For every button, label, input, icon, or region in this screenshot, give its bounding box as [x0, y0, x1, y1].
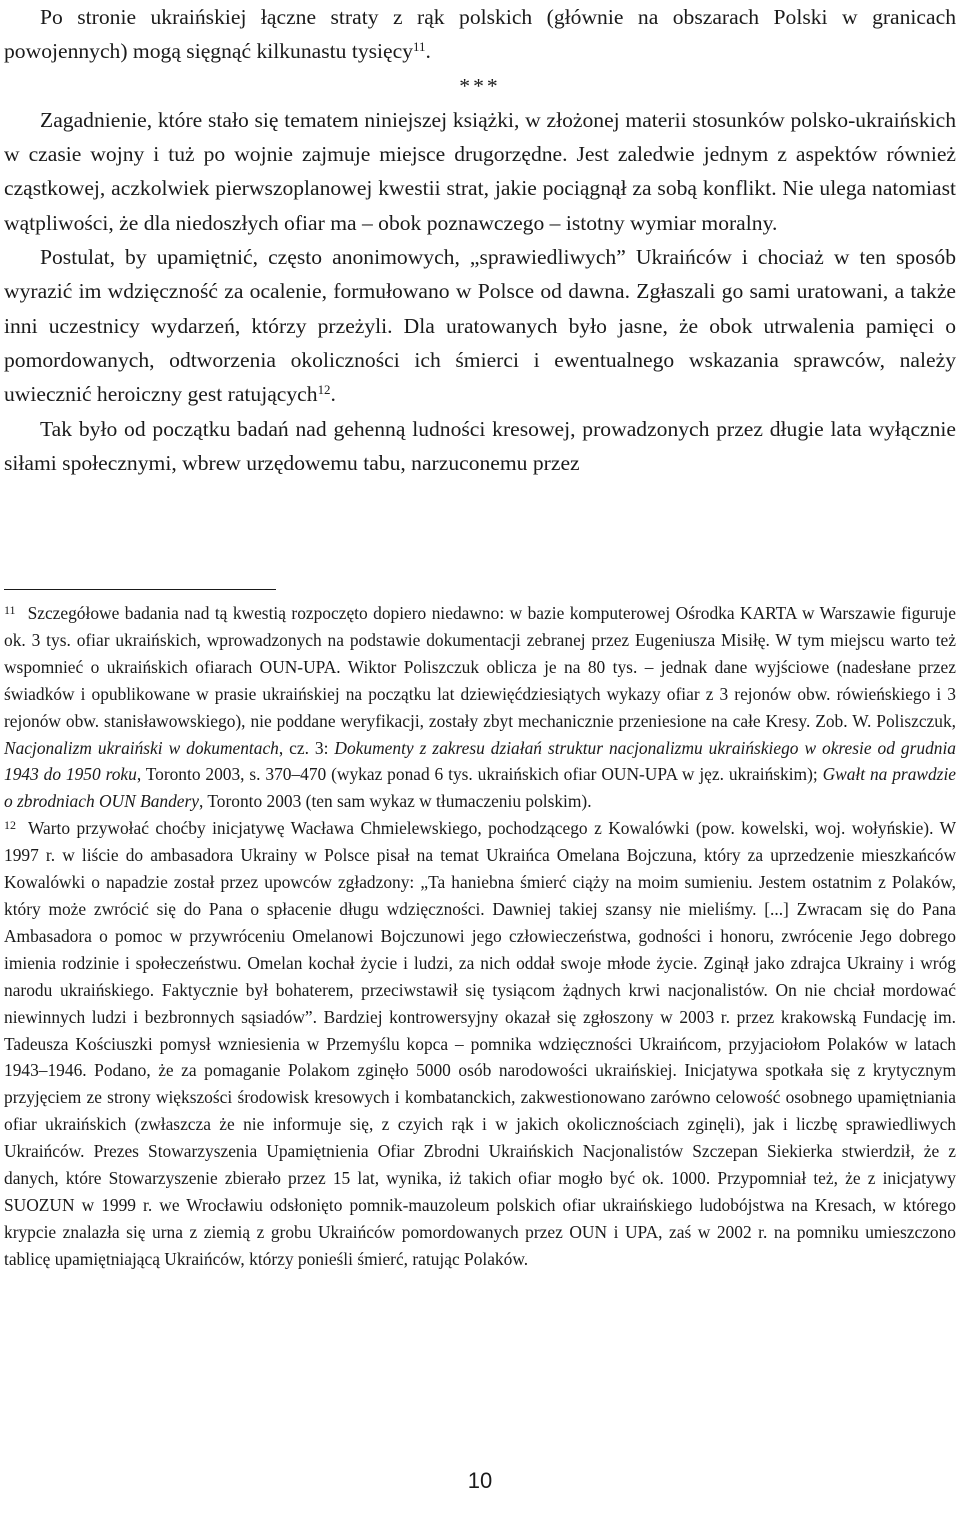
- footnote-segment: , Toronto 2003 (ten sam wykaz w tłumaczeniu polskim).: [198, 791, 592, 812]
- footnote-segment: Warto przywołać choćby inicjatywę Wacława Chmielewskiego, pochodzącego z Kowalówki (pow. kowelski, woj. wołyńskie). W 1997 r. w liście do ambasadora Ukrainy w Polsce pisał na temat Ukraińca Omelana Bojczuna, który za uprzedzenie mieszkańców Kowalówki o napadzie został przez upowców zgładzony: „Ta haniebna śmierć ciąży na moim sumieniu. Jestem ostatnim z Polaków, który może zwrócić się do Pana o spłacenie długu wdzięczności. Dawniej takiej szansy nie mieliśmy. [...] Zwracam się do Pana Ambasadora o pomoc w przywróceniu Omelanowi Bojczunowi jego człowieczeństwa, godności i honoru, zwrócenie Jego dobrego imienia rodzinie i społeczeństwu. Omelan kochał życie i ludzi, za nich oddał swoje młode życie. Zginął jako zdrajca Ukrainy i wróg narodu ukraińskiego. Faktycznie był bohaterem, przeciwstawił się tysiącom żądnych krwi nacjonalistów. On nie chciał mordować niewinnych ludzi i bezbronnych sąsiadów”. Bardziej kontrowersyjny okazał się zgłoszony w 2003 r. przez krakowską Fundację im. Tadeusza Kościuszki pomysł wzniesienia w Przemyślu kopca – pomnika wdzięczności Ukraińcom, przyjaciołom Polaków w latach 1943–1946. Podano, że za pomaganie Polakom zginęło 5000 osób narodowości ukraińskiej. Inicjatywa spotkała się z krytycznym przyjęciem ze strony większości środowisk kresowych i kombatanckich, zakwestionowano zarówno celowość osobnego upamiętniania ofiar ukraińskich (zwłaszcza że nie informuje się, z czyich rąk i w jakich okolicznościach zginęli), jak i liczbę sprawiedliwych Ukraińców. Prezes Stowarzyszenia Upamiętnienia Ofiar Zbrodni Ukraińskich Nacjonalistów Szczepan Siekierka stwierdził, że z danych, które Stowarzyszenie zbierało przez 15 lat, wynika, iż takich ofiar mogło być ok. 1000. Przypomniał też, że z inicjatywy SUOZUN w 1999 r. we Wrocławiu odsłonięto pomnik-mauzoleum polskich ofiar ukraińskiego ludobójstwa na Kresach, w którego krypcie znalazła się urna z ziemią z grobu Ukraińców pomordowanych przez OUN i UPA, zaś w 2002 r. na pomniku umieszczono tablicę upamiętniającą Ukraińców, którzy ponieśli śmierć, ratując Polaków.: [4, 818, 956, 1269]
- footnote-title-italic: Nacjonalizm ukraiński w dokumentach: [4, 737, 279, 758]
- footnote-12: [4, 815, 956, 1272]
- footnote-segment: , Toronto 2003, s. 370–470 (wykaz ponad 6 tys. ukraińskich ofiar OUN-UPA w jęz. ukraińskim);: [136, 764, 823, 785]
- footnote-number: 12: [4, 817, 16, 832]
- footnote-number: 11: [4, 602, 16, 617]
- paragraph-3-tail: .: [330, 382, 336, 407]
- paragraph-1-text: Po stronie ukraińskiej łączne straty z rąk polskich (głównie na obszarach Polski w granicach powojennych) mogą sięgnąć kilkunastu tysięcy: [4, 5, 956, 64]
- footnote-divider: [4, 589, 276, 590]
- paragraph-2: Zagadnienie, które stało się tematem niniejszej książki, w złożonej materii stosunków polsko-ukraińskich w czasie wojny i tuż po wojnie zajmuje miejsce drugorzędne. Jest zaledwie jednym z aspektów również cząstkowej, aczkolwiek pierwszoplanowej kwestii strat, jakie pociągnął za sobą konflikt. Nie ulega natomiast wątpliwości, że dla niedoszłych ofiar ma – obok poznawczego – istotny wymiar moralny.: [4, 107, 956, 235]
- footnote-text: [4, 603, 956, 811]
- paragraph-1: [4, 0, 956, 69]
- paragraph-3: [4, 240, 956, 411]
- footnote-segment: Szczegółowe badania nad tą kwestią rozpoczęto dopiero niedawno: w bazie komputerowej Ośrodka KARTA w Warszawie figuruje ok. 3 tys. ofiar ukraińskich, wprowadzonych na podstawie dokumentacji zebranej przez Eugeniusza Misiłę. W tym miejscu warto też wspomnieć o ukraińskich ofiarach OUN-UPA. Wiktor Poliszczuk oblicza je na 80 tys. – jednak dane wyjściowe (nadesłane przez świadków i opublikowane w prasie ukraińskiej na początku lat dziewięćdziesiątych wykazy ofiar z 3 rejonów obw. rówieńskiego i 3 rejonów obw. stanisławowskiego), nie poddane weryfikacji, zostały zbyt mechanicznie przeniesione na całe Kresy. Zob. W. Poliszczuk,: [4, 603, 956, 731]
- footnote-title-italic: Dokumenty z zakresu działań struktur nacjonalizmu ukraińskiego w okresie od grudnia 1943 do 1950 roku: [4, 737, 956, 785]
- page-number: 10: [467, 1468, 493, 1493]
- footnote-title-italic: Gwałt na prawdzie o zbrodniach OUN Bandery: [4, 764, 957, 812]
- footnotes: [4, 600, 956, 1273]
- paragraph-3-text: Postulat, by upamiętnić, często anonimowych, „sprawiedliwych” Ukraińców i chociaż w ten sposób wyrazić im wdzięczność za ocalenie, formułowano w Polsce od dawna. Zgłaszali go sami uratowani, a także inni uczestnicy wydarzeń, którzy przeżyli. Dla uratowanych było jasne, że obok utrwalenia pamięci o pomordowanych, odtworzenia okoliczności ich śmierci i ewentualnego wskazania sprawców, należy uwiecznić heroiczny gest ratujących: [4, 245, 956, 407]
- main-text: [4, 0, 956, 480]
- paragraph-1-tail: .: [425, 39, 431, 64]
- footnote-ref-12[interactable]: 12: [317, 382, 331, 398]
- paragraph-4: Tak było od początku badań nad gehenną ludności kresowej, prowadzonych przez długie lata wyłącznie siłami społecznymi, wbrew urzędowemu tabu, narzuconemu przez: [4, 416, 956, 475]
- footnote-text: [4, 818, 956, 1269]
- footnote-segment: , cz. 3:: [278, 737, 335, 758]
- section-separator: ***: [459, 73, 501, 98]
- footnote-ref-11[interactable]: 11: [412, 39, 426, 55]
- footnote-11: [4, 600, 956, 815]
